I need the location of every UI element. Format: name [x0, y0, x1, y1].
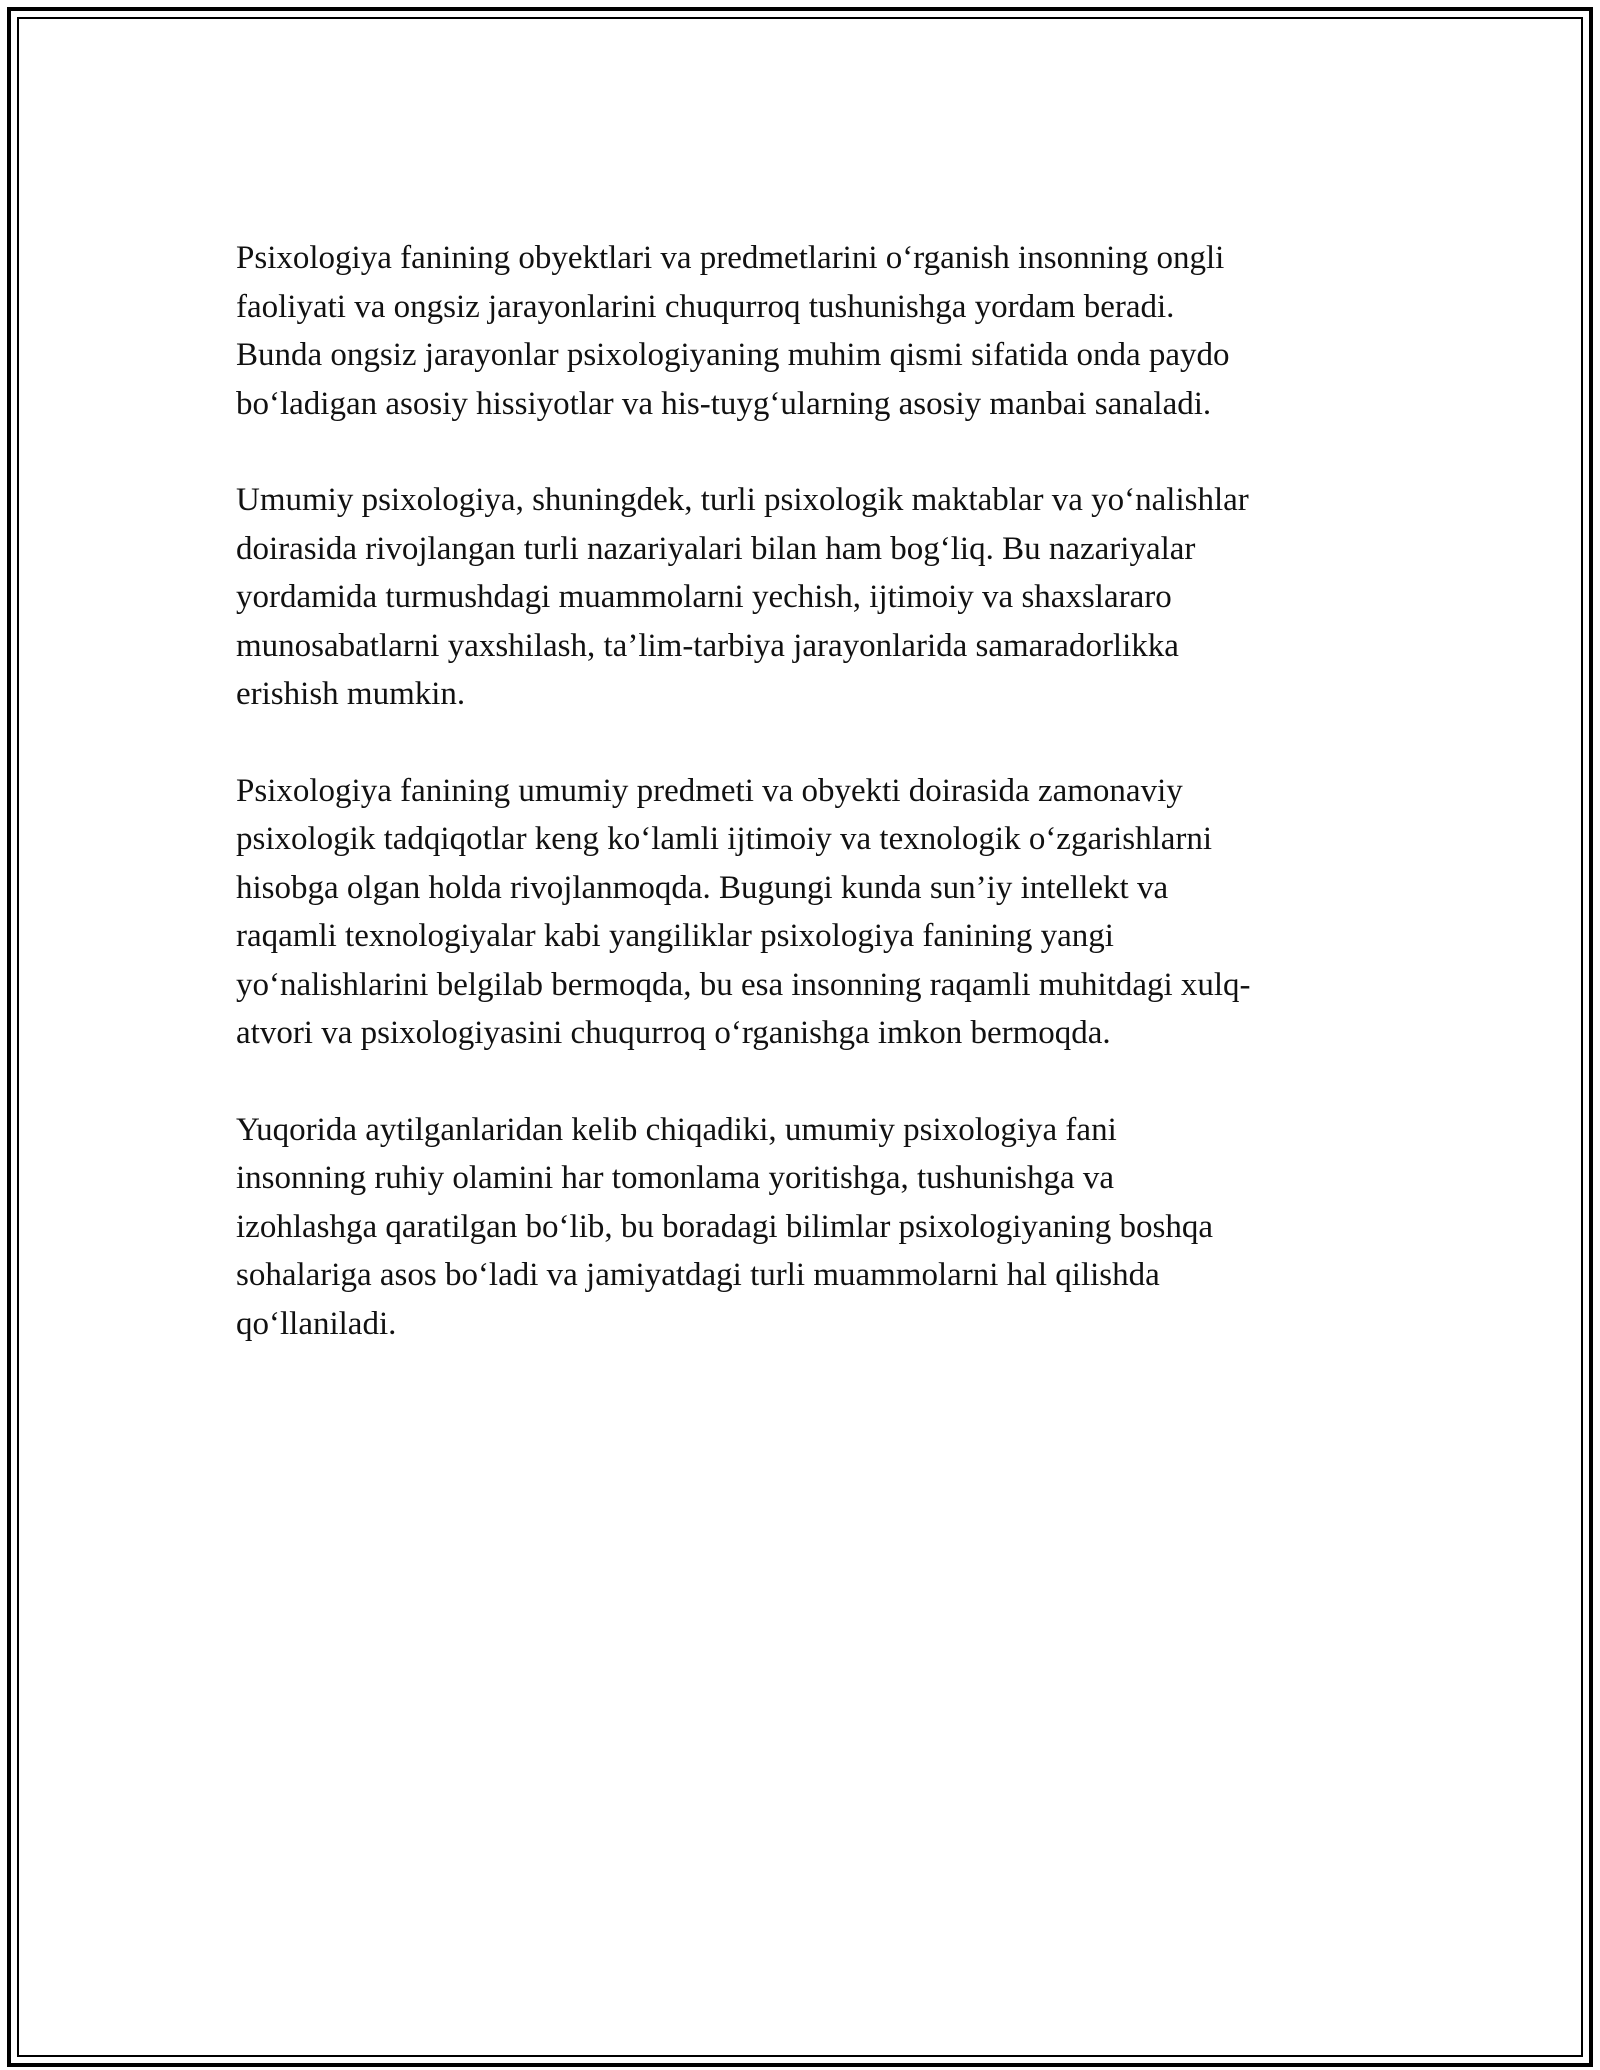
paragraph-1: Psixologiya fanining obyektlari va predmetlarini o‘rganish insonning ongli faoliyati va ongsiz jarayonlarini chuqurroq tushunishga yordam beradi. Bunda ongsiz jarayonlar psixologiyaning muhim qismi sifatida onda paydo bo‘ladigan asosiy hissiyotlar va his-tuyg‘ularning asosiy manbai sanaladi. [236, 240, 1230, 422]
document-body [236, 234, 1386, 1396]
paragraph-4: Yuqorida aytilganlaridan kelib chiqadiki, umumiy psixologiya fani insonning ruhiy olamini har tomonlama yoritishga, tushunishga va izohlashga qaratilgan bo‘lib, bu boradagi bilimlar psixologiyaning boshqa sohalariga asos bo‘ladi va jamiyatdagi turli muammolarni hal qilishda qo‘llaniladi. [236, 1111, 1213, 1342]
paragraph-3: Psixologiya fanining umumiy predmeti va obyekti doirasida zamonaviy psixologik tadqiqotlar keng ko‘lamli ijtimoiy va texnologik o‘zgarishlarni hisobga olgan holda rivojlanmoqda. Bugungi kunda sun’iy intellekt va raqamli texnologiyalar kabi yangiliklar psixologiya fanining yangi yo‘nalishlarini belgilab bermoqda, bu esa insonning raqamli muhitdagi xulq- atvori va psixologiyasini chuqurroq o‘rganishga imkon bermoqda. [236, 772, 1251, 1051]
paragraph-2: Umumiy psixologiya, shuningdek, turli psixologik maktablar va yo‘nalishlar doirasida rivojlangan turli nazariyalari bilan ham bog‘liq. Bu nazariyalar yordamida turmushdagi muammolarni yechish, ijtimoiy va shaxslararo munosabatlarni yaxshilash, ta’lim-tarbiya jarayonlarida samaradorlikka erishish mumkin. [236, 482, 1249, 712]
